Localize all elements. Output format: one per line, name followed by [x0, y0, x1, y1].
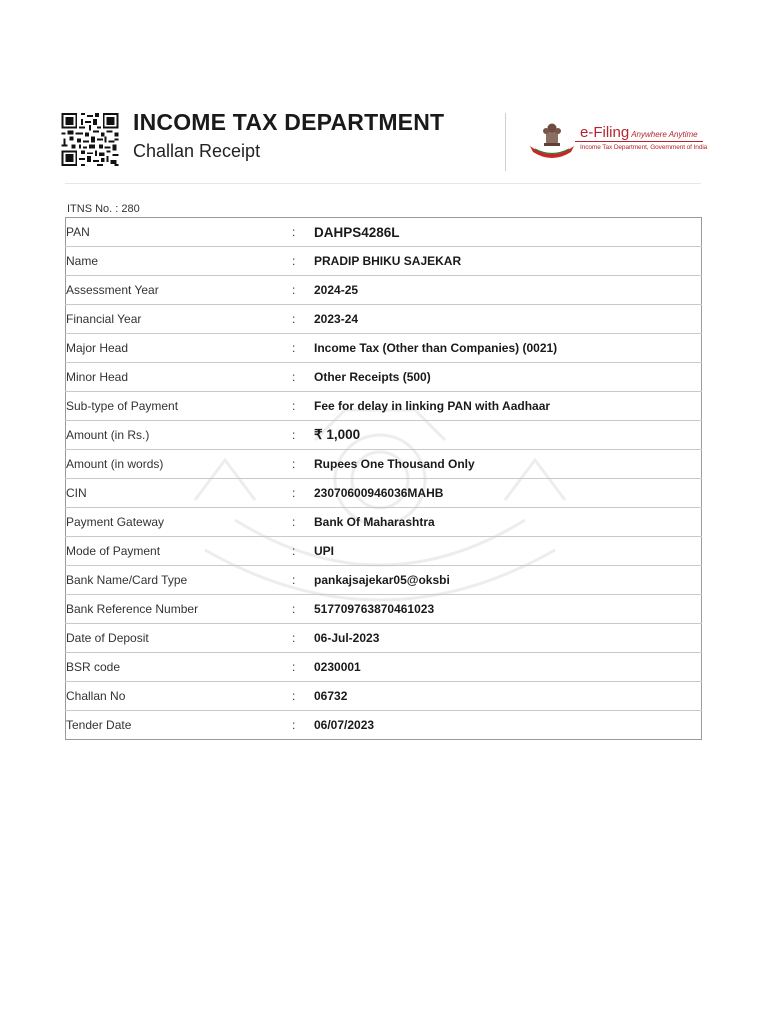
table-row	[66, 537, 702, 566]
row-label: Payment Gateway	[66, 508, 293, 537]
row-label: BSR code	[66, 653, 293, 682]
row-label: Minor Head	[66, 363, 293, 392]
row-value: Rupees One Thousand Only	[314, 450, 702, 479]
challan-details-table	[65, 217, 702, 740]
row-value: UPI	[314, 537, 702, 566]
table-row	[66, 276, 702, 305]
efiling-brand-name: e-Filing	[580, 124, 630, 141]
row-value: pankajsajekar05@oksbi	[314, 566, 702, 595]
row-value: DAHPS4286L	[314, 218, 702, 247]
row-label: Challan No	[66, 682, 293, 711]
header-divider	[505, 113, 506, 171]
row-value: 2024-25	[314, 276, 702, 305]
row-label: Assessment Year	[66, 276, 293, 305]
row-value: Other Receipts (500)	[314, 363, 702, 392]
row-value: 2023-24	[314, 305, 702, 334]
row-separator: :	[292, 218, 314, 247]
row-value: Fee for delay in linking PAN with Aadhaar	[314, 392, 702, 421]
row-value: 06/07/2023	[314, 711, 702, 740]
row-label: Amount (in words)	[66, 450, 293, 479]
row-separator: :	[292, 711, 314, 740]
table-row	[66, 247, 702, 276]
row-value: Bank Of Maharashtra	[314, 508, 702, 537]
table-row	[66, 305, 702, 334]
table-row	[66, 334, 702, 363]
row-value: 0230001	[314, 653, 702, 682]
table-row	[66, 711, 702, 740]
row-label: Date of Deposit	[66, 624, 293, 653]
row-label: Mode of Payment	[66, 537, 293, 566]
row-separator: :	[292, 595, 314, 624]
row-separator: :	[292, 276, 314, 305]
row-value: Income Tax (Other than Companies) (0021)	[314, 334, 702, 363]
table-row	[66, 595, 702, 624]
row-separator: :	[292, 363, 314, 392]
row-label: Sub-type of Payment	[66, 392, 293, 421]
table-row	[66, 450, 702, 479]
row-value: PRADIP BHIKU SAJEKAR	[314, 247, 702, 276]
row-separator: :	[292, 392, 314, 421]
table-row	[66, 421, 702, 450]
table-row	[66, 218, 702, 247]
row-value: 06732	[314, 682, 702, 711]
row-separator: :	[292, 653, 314, 682]
page-title: INCOME TAX DEPARTMENT	[133, 109, 445, 135]
row-label: PAN	[66, 218, 293, 247]
row-value: 06-Jul-2023	[314, 624, 702, 653]
row-label: Bank Reference Number	[66, 595, 293, 624]
qr-code-icon	[61, 113, 119, 166]
row-separator: :	[292, 450, 314, 479]
table-row	[66, 624, 702, 653]
row-label: Amount (in Rs.)	[66, 421, 293, 450]
efiling-tagline: Anywhere Anytime	[631, 130, 698, 139]
row-value: 23070600946036MAHB	[314, 479, 702, 508]
row-separator: :	[292, 566, 314, 595]
row-value: ₹ 1,000	[314, 421, 702, 450]
table-row	[66, 479, 702, 508]
row-separator: :	[292, 305, 314, 334]
table-row	[66, 682, 702, 711]
table-row	[66, 653, 702, 682]
row-label: Tender Date	[66, 711, 293, 740]
row-separator: :	[292, 624, 314, 653]
row-label: Major Head	[66, 334, 293, 363]
efiling-subtitle: Income Tax Department, Government of India	[580, 144, 708, 151]
table-row	[66, 508, 702, 537]
row-label: Bank Name/Card Type	[66, 566, 293, 595]
row-value: 517709763870461023	[314, 595, 702, 624]
itns-number: ITNS No. : 280	[67, 203, 140, 215]
row-separator: :	[292, 682, 314, 711]
row-separator: :	[292, 421, 314, 450]
row-separator: :	[292, 479, 314, 508]
table-row	[66, 392, 702, 421]
efiling-brand	[580, 124, 698, 141]
table-row	[66, 363, 702, 392]
page-subtitle: Challan Receipt	[133, 141, 261, 161]
row-separator: :	[292, 508, 314, 537]
row-separator: :	[292, 537, 314, 566]
header-rule	[65, 183, 701, 184]
efiling-underline	[575, 141, 703, 142]
national-emblem-icon	[527, 122, 577, 160]
row-separator: :	[292, 247, 314, 276]
table-row	[66, 566, 702, 595]
row-label: Financial Year	[66, 305, 293, 334]
row-separator: :	[292, 334, 314, 363]
row-label: CIN	[66, 479, 293, 508]
row-label: Name	[66, 247, 293, 276]
